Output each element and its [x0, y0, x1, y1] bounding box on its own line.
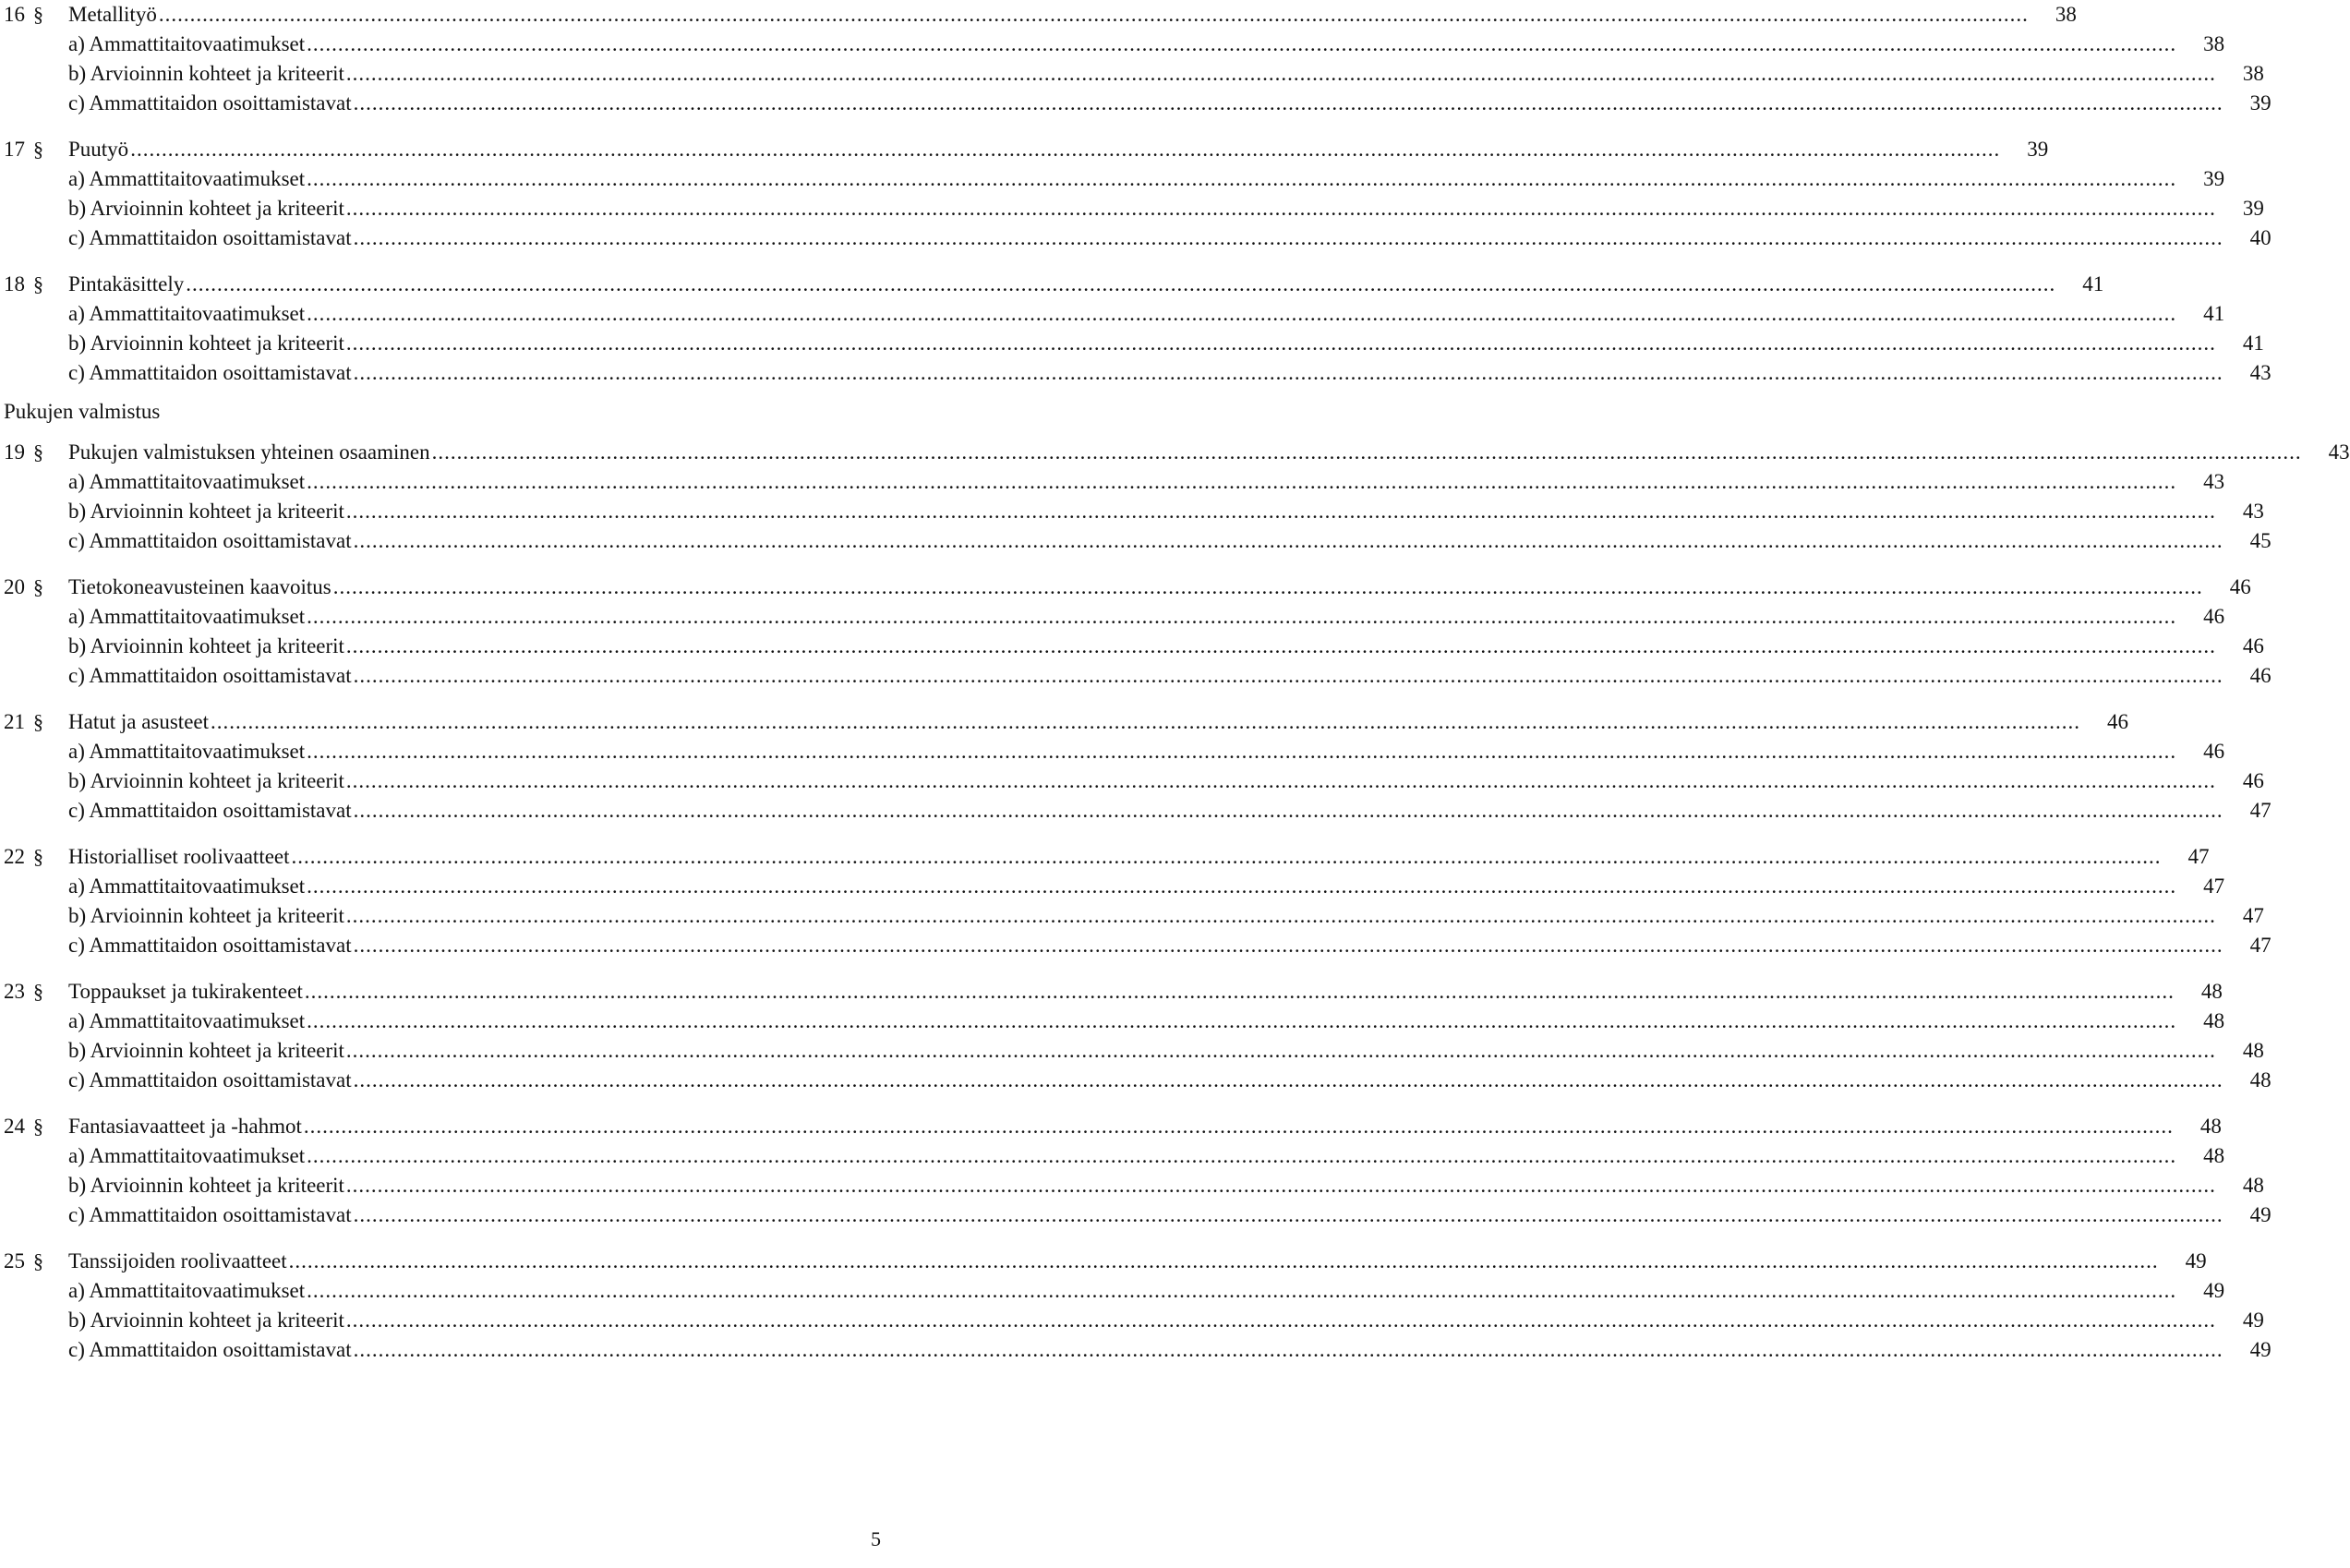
- toc-subsection-row: [4, 299, 2225, 329]
- section-number: 25: [4, 1249, 25, 1272]
- toc-entry: [68, 1200, 2272, 1230]
- toc-entry: [68, 737, 2225, 766]
- section-title: Historialliset roolivaatteet: [68, 845, 290, 868]
- toc-entry: [68, 573, 2251, 602]
- toc-page-number: 46: [2107, 710, 2129, 733]
- section-sign-icon: §: [33, 1249, 43, 1272]
- toc-subsection-row: [4, 602, 2225, 632]
- dot-leader: ............................................................................................................................................................................................................................................................................................................: [353, 664, 2223, 687]
- toc-subsection-row: [4, 1066, 2272, 1095]
- section-title: Pintakäsittely: [68, 272, 185, 296]
- toc-subsection-row: [4, 497, 2264, 526]
- toc-entry: [68, 1276, 2225, 1306]
- section-spacer: [4, 556, 868, 573]
- subsection-title: b) Arvioinnin kohteet ja kriteerit: [68, 197, 344, 220]
- subsection-title: b) Arvioinnin kohteet ja kriteerit: [68, 904, 344, 927]
- subsection-title: b) Arvioinnin kohteet ja kriteerit: [68, 634, 344, 657]
- toc-page-number: 49: [2185, 1249, 2207, 1272]
- toc-entry: [68, 59, 2264, 89]
- dot-leader: ............................................................................................................................................................................................................................................................................................................: [304, 980, 2175, 1003]
- toc-subsection-row: [4, 737, 2225, 766]
- toc-page-number: 41: [2082, 272, 2104, 296]
- toc-entry: [68, 766, 2264, 796]
- dot-leader: ............................................................................................................................................................................................................................................................................................................: [353, 1068, 2223, 1092]
- toc-page-number: 48: [2242, 1174, 2264, 1197]
- toc-page-number: 47: [2187, 845, 2210, 868]
- toc-page-number: 46: [2242, 769, 2264, 792]
- toc-entry: [68, 0, 2077, 30]
- toc-entry: [68, 1112, 2222, 1141]
- dot-leader: ............................................................................................................................................................................................................................................................................................................: [186, 272, 2056, 296]
- dot-leader: ............................................................................................................................................................................................................................................................................................................: [345, 634, 2216, 657]
- toc-subsection-row: [4, 329, 2264, 358]
- toc-entry: [68, 901, 2264, 931]
- toc-section-row: [4, 842, 2210, 872]
- toc-section-row: [4, 0, 2077, 30]
- section-sign-icon: §: [33, 440, 43, 464]
- section-number: 17: [4, 138, 25, 161]
- dot-leader: ............................................................................................................................................................................................................................................................................................................: [353, 91, 2223, 115]
- toc-entry: [68, 30, 2225, 59]
- dot-leader: ............................................................................................................................................................................................................................................................................................................: [345, 62, 2216, 85]
- toc-subsection-row: [4, 661, 2272, 691]
- toc-section-row: [4, 1247, 2207, 1276]
- subsection-title: a) Ammattitaitovaatimukset: [68, 1279, 306, 1302]
- subsection-title: c) Ammattitaidon osoittamistavat: [68, 799, 352, 822]
- subsection-title: a) Ammattitaitovaatimukset: [68, 874, 306, 898]
- toc-page-number: 49: [2242, 1309, 2264, 1332]
- table-of-contents: [4, 0, 2350, 1365]
- toc-entry: [68, 1247, 2207, 1276]
- section-number: 22: [4, 845, 25, 868]
- dot-leader: ............................................................................................................................................................................................................................................................................................................: [307, 470, 2177, 493]
- section-number: 18: [4, 272, 25, 296]
- dot-leader: ............................................................................................................................................................................................................................................................................................................: [303, 1115, 2174, 1138]
- toc-subsection-row: [4, 89, 2272, 118]
- dot-leader: ............................................................................................................................................................................................................................................................................................................: [353, 1203, 2223, 1226]
- toc-entry: [68, 1306, 2264, 1335]
- subsection-title: b) Arvioinnin kohteet ja kriteerit: [68, 1309, 344, 1332]
- toc-entry: [68, 661, 2272, 691]
- section-sign-icon: §: [33, 575, 43, 598]
- toc-subsection-row: [4, 223, 2272, 253]
- dot-leader: ............................................................................................................................................................................................................................................................................................................: [345, 1039, 2216, 1062]
- toc-page-number: 46: [2229, 575, 2251, 598]
- toc-page-number: 45: [2249, 529, 2272, 552]
- toc-subsection-row: [4, 1335, 2272, 1365]
- toc-entry: [68, 358, 2272, 388]
- subsection-title: a) Ammattitaitovaatimukset: [68, 302, 306, 325]
- dot-leader: ............................................................................................................................................................................................................................................................................................................: [353, 226, 2223, 249]
- dot-leader: ............................................................................................................................................................................................................................................................................................................: [353, 1338, 2223, 1361]
- toc-entry: [68, 796, 2272, 826]
- toc-entry: [68, 89, 2272, 118]
- section-spacer: [4, 1095, 868, 1112]
- toc-group-heading: Pukujen valmistus: [4, 400, 161, 423]
- section-spacer: [4, 826, 868, 842]
- subsection-title: c) Ammattitaidon osoittamistavat: [68, 226, 352, 249]
- section-title: Puutyö: [68, 138, 129, 161]
- section-title: Hatut ja asusteet: [68, 710, 210, 733]
- toc-entry: [68, 526, 2272, 556]
- subsection-title: c) Ammattitaidon osoittamistavat: [68, 1338, 352, 1361]
- dot-leader: ............................................................................................................................................................................................................................................................................................................: [307, 874, 2177, 898]
- toc-entry: [68, 223, 2272, 253]
- dot-leader: ............................................................................................................................................................................................................................................................................................................: [307, 740, 2177, 763]
- dot-leader: ............................................................................................................................................................................................................................................................................................................: [353, 934, 2223, 957]
- subsection-title: c) Ammattitaidon osoittamistavat: [68, 664, 352, 687]
- toc-page-number: 40: [2249, 226, 2272, 249]
- toc-subsection-row: [4, 30, 2225, 59]
- toc-page-number: 39: [2027, 138, 2049, 161]
- toc-page-number: 48: [2203, 1144, 2225, 1167]
- subsection-title: c) Ammattitaidon osoittamistavat: [68, 529, 352, 552]
- toc-page-number: 46: [2203, 605, 2225, 628]
- toc-entry: [68, 135, 2049, 164]
- toc-entry: [68, 842, 2210, 872]
- subsection-title: a) Ammattitaitovaatimukset: [68, 1144, 306, 1167]
- toc-subsection-row: [4, 1141, 2225, 1171]
- toc-entry: [68, 438, 2350, 467]
- toc-page-number: 39: [2249, 91, 2272, 115]
- section-title: Metallityö: [68, 3, 157, 26]
- toc-page-number: 38: [2242, 62, 2264, 85]
- subsection-title: c) Ammattitaidon osoittamistavat: [68, 1203, 352, 1226]
- section-spacer: [4, 118, 868, 135]
- toc-entry: [68, 270, 2104, 299]
- subsection-title: b) Arvioinnin kohteet ja kriteerit: [68, 769, 344, 792]
- toc-page-number: 46: [2249, 664, 2272, 687]
- toc-subsection-row: [4, 632, 2264, 661]
- subsection-title: a) Ammattitaitovaatimukset: [68, 740, 306, 763]
- dot-leader: ............................................................................................................................................................................................................................................................................................................: [353, 799, 2223, 822]
- toc-entry: [68, 931, 2272, 960]
- toc-page-number: 48: [2249, 1068, 2272, 1092]
- toc-page-number: 47: [2249, 934, 2272, 957]
- toc-page-number: 43: [2328, 440, 2350, 464]
- toc-subsection-row: [4, 358, 2272, 388]
- toc-page-number: 41: [2203, 302, 2225, 325]
- section-title: Toppaukset ja tukirakenteet: [68, 980, 303, 1003]
- toc-subsection-row: [4, 1036, 2264, 1066]
- toc-entry: [68, 872, 2225, 901]
- dot-leader: ............................................................................................................................................................................................................................................................................................................: [345, 197, 2216, 220]
- toc-page-number: 49: [2203, 1279, 2225, 1302]
- dot-leader: ............................................................................................................................................................................................................................................................................................................: [345, 1174, 2216, 1197]
- toc-page-number: 38: [2055, 3, 2077, 26]
- dot-leader: ............................................................................................................................................................................................................................................................................................................: [345, 500, 2216, 523]
- section-title: Tietokoneavusteinen kaavoitus: [68, 575, 331, 598]
- subsection-title: b) Arvioinnin kohteet ja kriteerit: [68, 500, 344, 523]
- subsection-title: b) Arvioinnin kohteet ja kriteerit: [68, 332, 344, 355]
- toc-section-row: [4, 270, 2104, 299]
- section-number: 23: [4, 980, 25, 1003]
- toc-section-row: [4, 707, 2129, 737]
- subsection-title: a) Ammattitaitovaatimukset: [68, 32, 306, 55]
- toc-subsection-row: [4, 1276, 2225, 1306]
- section-sign-icon: §: [33, 845, 43, 868]
- section-sign-icon: §: [33, 3, 43, 26]
- subsection-title: c) Ammattitaidon osoittamistavat: [68, 361, 352, 384]
- section-sign-icon: §: [33, 272, 43, 296]
- section-sign-icon: §: [33, 138, 43, 161]
- toc-entry: [68, 977, 2223, 1007]
- toc-section-row: [4, 1112, 2222, 1141]
- toc-page-number: 48: [2242, 1039, 2264, 1062]
- toc-entry: [68, 329, 2264, 358]
- section-spacer: [4, 253, 868, 270]
- section-title: Pukujen valmistuksen yhteinen osaaminen: [68, 440, 430, 464]
- toc-subsection-row: [4, 1171, 2264, 1200]
- section-number: 21: [4, 710, 25, 733]
- section-spacer: [4, 1230, 868, 1247]
- dot-leader: ............................................................................................................................................................................................................................................................................................................: [288, 1249, 2159, 1272]
- dot-leader: ............................................................................................................................................................................................................................................................................................................: [345, 332, 2216, 355]
- section-spacer: [4, 691, 868, 707]
- toc-subsection-row: [4, 59, 2264, 89]
- toc-subsection-row: [4, 766, 2264, 796]
- toc-subsection-row: [4, 1007, 2225, 1036]
- toc-entry: [68, 467, 2225, 497]
- dot-leader: ............................................................................................................................................................................................................................................................................................................: [345, 1309, 2216, 1332]
- subsection-title: c) Ammattitaidon osoittamistavat: [68, 1068, 352, 1092]
- toc-section-row: [4, 977, 2223, 1007]
- dot-leader: ............................................................................................................................................................................................................................................................................................................: [211, 710, 2081, 733]
- toc-entry: [68, 1141, 2225, 1171]
- dot-leader: ............................................................................................................................................................................................................................................................................................................: [307, 1279, 2177, 1302]
- subsection-title: a) Ammattitaitovaatimukset: [68, 167, 306, 190]
- section-sign-icon: §: [33, 1115, 43, 1138]
- section-number: 16: [4, 3, 25, 26]
- section-sign-icon: §: [33, 710, 43, 733]
- toc-entry: [68, 194, 2264, 223]
- toc-subsection-row: [4, 164, 2225, 194]
- toc-subsection-row: [4, 796, 2272, 826]
- toc-page-number: 49: [2249, 1203, 2272, 1226]
- toc-subsection-row: [4, 931, 2272, 960]
- toc-entry: [68, 1007, 2225, 1036]
- toc-subsection-row: [4, 526, 2272, 556]
- dot-leader: ............................................................................................................................................................................................................................................................................................................: [130, 138, 2001, 161]
- dot-leader: ............................................................................................................................................................................................................................................................................................................: [307, 605, 2177, 628]
- section-number: 19: [4, 440, 25, 464]
- toc-subsection-row: [4, 901, 2264, 931]
- dot-leader: ............................................................................................................................................................................................................................................................................................................: [307, 167, 2177, 190]
- dot-leader: ............................................................................................................................................................................................................................................................................................................: [307, 1144, 2177, 1167]
- section-number: 20: [4, 575, 25, 598]
- toc-section-row: [4, 573, 2251, 602]
- subsection-title: b) Arvioinnin kohteet ja kriteerit: [68, 62, 344, 85]
- section-title: Tanssijoiden roolivaatteet: [68, 1249, 287, 1272]
- subsection-title: c) Ammattitaidon osoittamistavat: [68, 934, 352, 957]
- dot-leader: ............................................................................................................................................................................................................................................................................................................: [307, 1009, 2177, 1032]
- subsection-title: b) Arvioinnin kohteet ja kriteerit: [68, 1039, 344, 1062]
- toc-section-row: [4, 438, 2350, 467]
- toc-page-number: 41: [2242, 332, 2264, 355]
- toc-subsection-row: [4, 467, 2225, 497]
- subsection-title: a) Ammattitaitovaatimukset: [68, 470, 306, 493]
- toc-page-number: 39: [2203, 167, 2225, 190]
- toc-page-number: 49: [2249, 1338, 2272, 1361]
- toc-page-number: 46: [2242, 634, 2264, 657]
- toc-entry: [68, 602, 2225, 632]
- section-title: Fantasiavaatteet ja -hahmot: [68, 1115, 302, 1138]
- page-number: 5: [871, 1527, 881, 1550]
- dot-leader: ............................................................................................................................................................................................................................................................................................................: [332, 575, 2203, 598]
- subsection-title: b) Arvioinnin kohteet ja kriteerit: [68, 1174, 344, 1197]
- toc-page-number: 47: [2249, 799, 2272, 822]
- section-sign-icon: §: [33, 980, 43, 1003]
- toc-entry: [68, 164, 2225, 194]
- dot-leader: ............................................................................................................................................................................................................................................................................................................: [307, 32, 2177, 55]
- subsection-title: a) Ammattitaitovaatimukset: [68, 605, 306, 628]
- subsection-title: c) Ammattitaidon osoittamistavat: [68, 91, 352, 115]
- toc-page-number: 47: [2203, 874, 2225, 898]
- toc-page-number: 39: [2242, 197, 2264, 220]
- section-number: 24: [4, 1115, 25, 1138]
- toc-page-number: 48: [2200, 980, 2223, 1003]
- dot-leader: ............................................................................................................................................................................................................................................................................................................: [158, 3, 2029, 26]
- toc-page-number: 43: [2203, 470, 2225, 493]
- subsection-title: a) Ammattitaitovaatimukset: [68, 1009, 306, 1032]
- toc-section-row: [4, 135, 2049, 164]
- toc-subsection-row: [4, 1200, 2272, 1230]
- toc-page-number: 47: [2242, 904, 2264, 927]
- toc-entry: [68, 1066, 2272, 1095]
- toc-subsection-row: [4, 1306, 2264, 1335]
- toc-page-number: 46: [2203, 740, 2225, 763]
- toc-page-number: 48: [2199, 1115, 2222, 1138]
- toc-page-number: 38: [2203, 32, 2225, 55]
- toc-entry: [68, 1171, 2264, 1200]
- dot-leader: ............................................................................................................................................................................................................................................................................................................: [431, 440, 2302, 464]
- dot-leader: ............................................................................................................................................................................................................................................................................................................: [353, 361, 2223, 384]
- toc-entry: [68, 299, 2225, 329]
- dot-leader: ............................................................................................................................................................................................................................................................................................................: [345, 904, 2216, 927]
- toc-entry: [68, 497, 2264, 526]
- toc-entry: [68, 707, 2129, 737]
- toc-entry: [68, 632, 2264, 661]
- dot-leader: ............................................................................................................................................................................................................................................................................................................: [307, 302, 2177, 325]
- dot-leader: ............................................................................................................................................................................................................................................................................................................: [291, 845, 2162, 868]
- toc-entry: [68, 1335, 2272, 1365]
- toc-page-number: 43: [2249, 361, 2272, 384]
- toc-subsection-row: [4, 872, 2225, 901]
- toc-page-number: 43: [2242, 500, 2264, 523]
- section-spacer: [4, 960, 868, 977]
- toc-entry: [68, 1036, 2264, 1066]
- toc-subsection-row: [4, 194, 2264, 223]
- toc-page-number: 48: [2203, 1009, 2225, 1032]
- dot-leader: ............................................................................................................................................................................................................................................................................................................: [345, 769, 2216, 792]
- dot-leader: ............................................................................................................................................................................................................................................................................................................: [353, 529, 2223, 552]
